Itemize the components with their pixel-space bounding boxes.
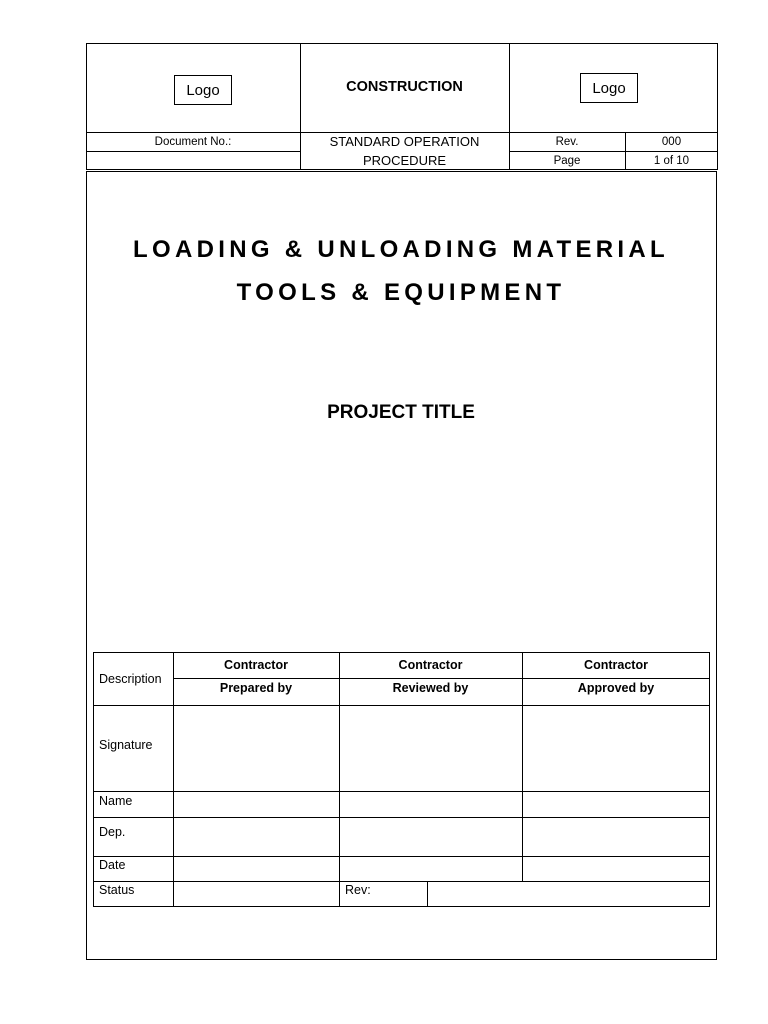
- signature-approved-field[interactable]: [523, 706, 710, 791]
- document-no-value[interactable]: [86, 151, 300, 170]
- column-org-reviewed: Contractor: [398, 658, 463, 672]
- dep-approved-field[interactable]: [523, 818, 710, 856]
- date-prepared-field[interactable]: [174, 857, 339, 881]
- rev-label: Rev.: [555, 135, 579, 148]
- date-approved-field[interactable]: [523, 857, 710, 881]
- row-label-dep: Dep.: [99, 825, 126, 839]
- column-role-prepared: Prepared by: [219, 681, 293, 695]
- row-label-date: Date: [99, 858, 126, 872]
- description-label: Description: [99, 671, 162, 686]
- row-label-name: Name: [99, 794, 133, 808]
- column-org-approved: Contractor: [584, 658, 648, 672]
- row-label-rev: Rev:: [345, 883, 371, 897]
- name-approved-field[interactable]: [523, 792, 710, 817]
- column-role-reviewed: Reviewed by: [392, 681, 469, 695]
- dep-reviewed-field[interactable]: [340, 818, 522, 856]
- logo-left: [174, 75, 232, 105]
- status-field[interactable]: [174, 882, 339, 907]
- name-reviewed-field[interactable]: [340, 792, 522, 817]
- signature-reviewed-field[interactable]: [340, 706, 522, 791]
- logo-right: [580, 73, 638, 103]
- column-org-prepared: Contractor: [224, 658, 288, 672]
- name-prepared-field[interactable]: [174, 792, 339, 817]
- rev-field[interactable]: [428, 882, 710, 907]
- logo-right-text: Logo: [592, 79, 626, 97]
- doc-type-line1: STANDARD OPERATION: [329, 134, 480, 149]
- project-title: PROJECT TITLE: [327, 402, 475, 423]
- doc-type-line2: PROCEDURE: [362, 153, 447, 168]
- column-role-approved: Approved by: [577, 681, 655, 695]
- document-no-label: Document No.:: [154, 135, 232, 148]
- document-title-line2: TOOLS & EQUIPMENT: [236, 279, 566, 306]
- row-label-signature: Signature: [99, 738, 153, 752]
- company-name: CONSTRUCTION: [346, 79, 463, 95]
- date-reviewed-field[interactable]: [340, 857, 522, 881]
- document-title-line1: LOADING & UNLOADING MATERIAL: [133, 236, 669, 263]
- logo-left-text: Logo: [186, 81, 220, 99]
- page-value: 1 of 10: [653, 154, 690, 167]
- dep-prepared-field[interactable]: [174, 818, 339, 856]
- row-label-status: Status: [99, 883, 135, 897]
- page-label: Page: [553, 154, 581, 167]
- signature-prepared-field[interactable]: [174, 706, 339, 791]
- rev-value: 000: [661, 135, 682, 148]
